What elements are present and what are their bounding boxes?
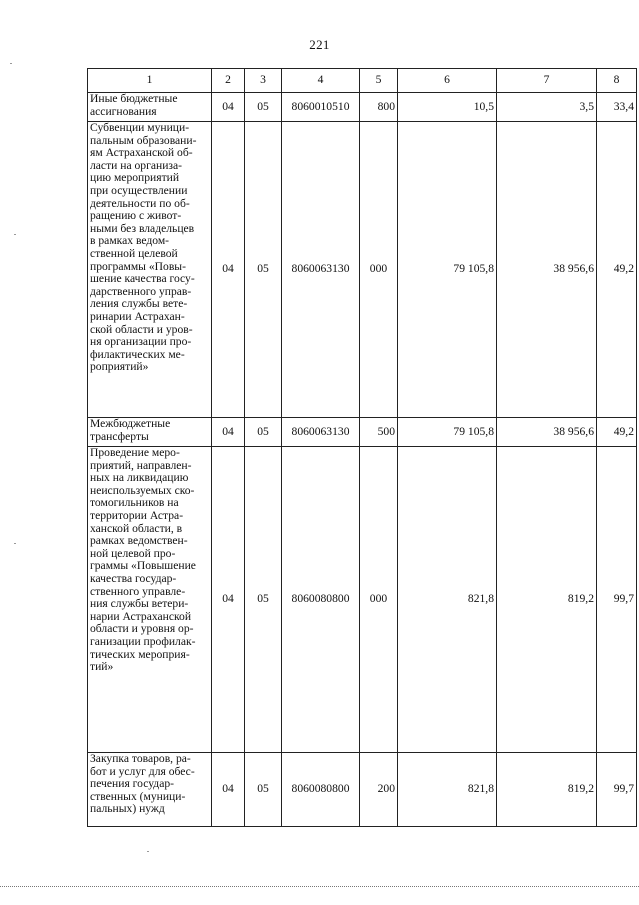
cell-executed: 3,5 <box>497 93 597 122</box>
cell-planned: 79 105,8 <box>398 122 497 418</box>
page-edge-rule <box>0 886 639 887</box>
cell-percent: 99,7 <box>597 753 637 827</box>
cell-target-code: 8060063130 <box>282 122 360 418</box>
table-row <box>88 753 637 827</box>
cell-subsection: 05 <box>245 753 282 827</box>
cell-executed: 819,2 <box>497 753 597 827</box>
cell-section: 04 <box>212 93 245 122</box>
cell-subsection: 05 <box>245 418 282 447</box>
budget-table <box>87 68 637 827</box>
cell-planned: 821,8 <box>398 447 497 753</box>
cell-planned: 79 105,8 <box>398 418 497 447</box>
row-description: Закупка товаров, ра- бот и услуг для обес- печения государ- ственных (муници- пальных) нужд <box>88 753 212 827</box>
row-description: Субвенции муници- пальным образовани- ям Астраханской об- ласти на организа- цию мероприятий при осуществлении деятельности по об- ращению с живот- ными без владельцев в рамках ведом- ственной целевой программы «Повы- шение качества госу- дарственного управ- ления службы вете- ринарии Астрахан- ской области и уров- ня организации про- филактических ме- роприятий» <box>88 122 212 418</box>
cell-target-code: 8060010510 <box>282 93 360 122</box>
column-header: 2 <box>212 69 245 93</box>
cell-executed: 38 956,6 <box>497 122 597 418</box>
cell-executed: 819,2 <box>497 447 597 753</box>
cell-expense-type: 800 <box>360 93 398 122</box>
table-header-row <box>88 69 637 93</box>
page-number: 221 <box>309 37 330 52</box>
cell-section: 04 <box>212 753 245 827</box>
scan-speck <box>14 543 16 544</box>
column-header: 4 <box>282 69 360 93</box>
cell-expense-type: 500 <box>360 418 398 447</box>
cell-percent: 49,2 <box>597 122 637 418</box>
cell-percent: 33,4 <box>597 93 637 122</box>
column-header: 7 <box>497 69 597 93</box>
cell-target-code: 8060080800 <box>282 753 360 827</box>
row-description: Иные бюджетные ассигнования <box>88 93 212 122</box>
cell-subsection: 05 <box>245 447 282 753</box>
table-row <box>88 447 637 753</box>
cell-percent: 99,7 <box>597 447 637 753</box>
cell-expense-type: 000 <box>360 122 398 418</box>
column-header: 3 <box>245 69 282 93</box>
column-header: 6 <box>398 69 497 93</box>
cell-expense-type: 200 <box>360 753 398 827</box>
table-row <box>88 93 637 122</box>
cell-percent: 49,2 <box>597 418 637 447</box>
cell-expense-type: 000 <box>360 447 398 753</box>
cell-target-code: 8060080800 <box>282 447 360 753</box>
scan-speck <box>14 234 16 235</box>
cell-planned: 10,5 <box>398 93 497 122</box>
cell-subsection: 05 <box>245 93 282 122</box>
table-row <box>88 418 637 447</box>
scan-speck <box>10 63 12 64</box>
cell-subsection: 05 <box>245 122 282 418</box>
table-row <box>88 122 637 418</box>
column-header: 1 <box>88 69 212 93</box>
column-header: 5 <box>360 69 398 93</box>
row-description: Проведение меро- приятий, направлен- ных на ликвидацию неиспользуемых ско- томогильников на территории Астра- ханской области, в рамках ведомствен- ной целевой про- граммы «Повышение качества государ- ственного управле- ния службы ветери- нарии Астраханской области и уровня ор- ганизации профилак- тических мероприя- тий» <box>88 447 212 753</box>
cell-section: 04 <box>212 447 245 753</box>
row-description: Межбюджетные трансферты <box>88 418 212 447</box>
cell-planned: 821,8 <box>398 753 497 827</box>
cell-section: 04 <box>212 122 245 418</box>
column-header: 8 <box>597 69 637 93</box>
cell-executed: 38 956,6 <box>497 418 597 447</box>
cell-target-code: 8060063130 <box>282 418 360 447</box>
scan-speck <box>147 851 149 852</box>
cell-section: 04 <box>212 418 245 447</box>
